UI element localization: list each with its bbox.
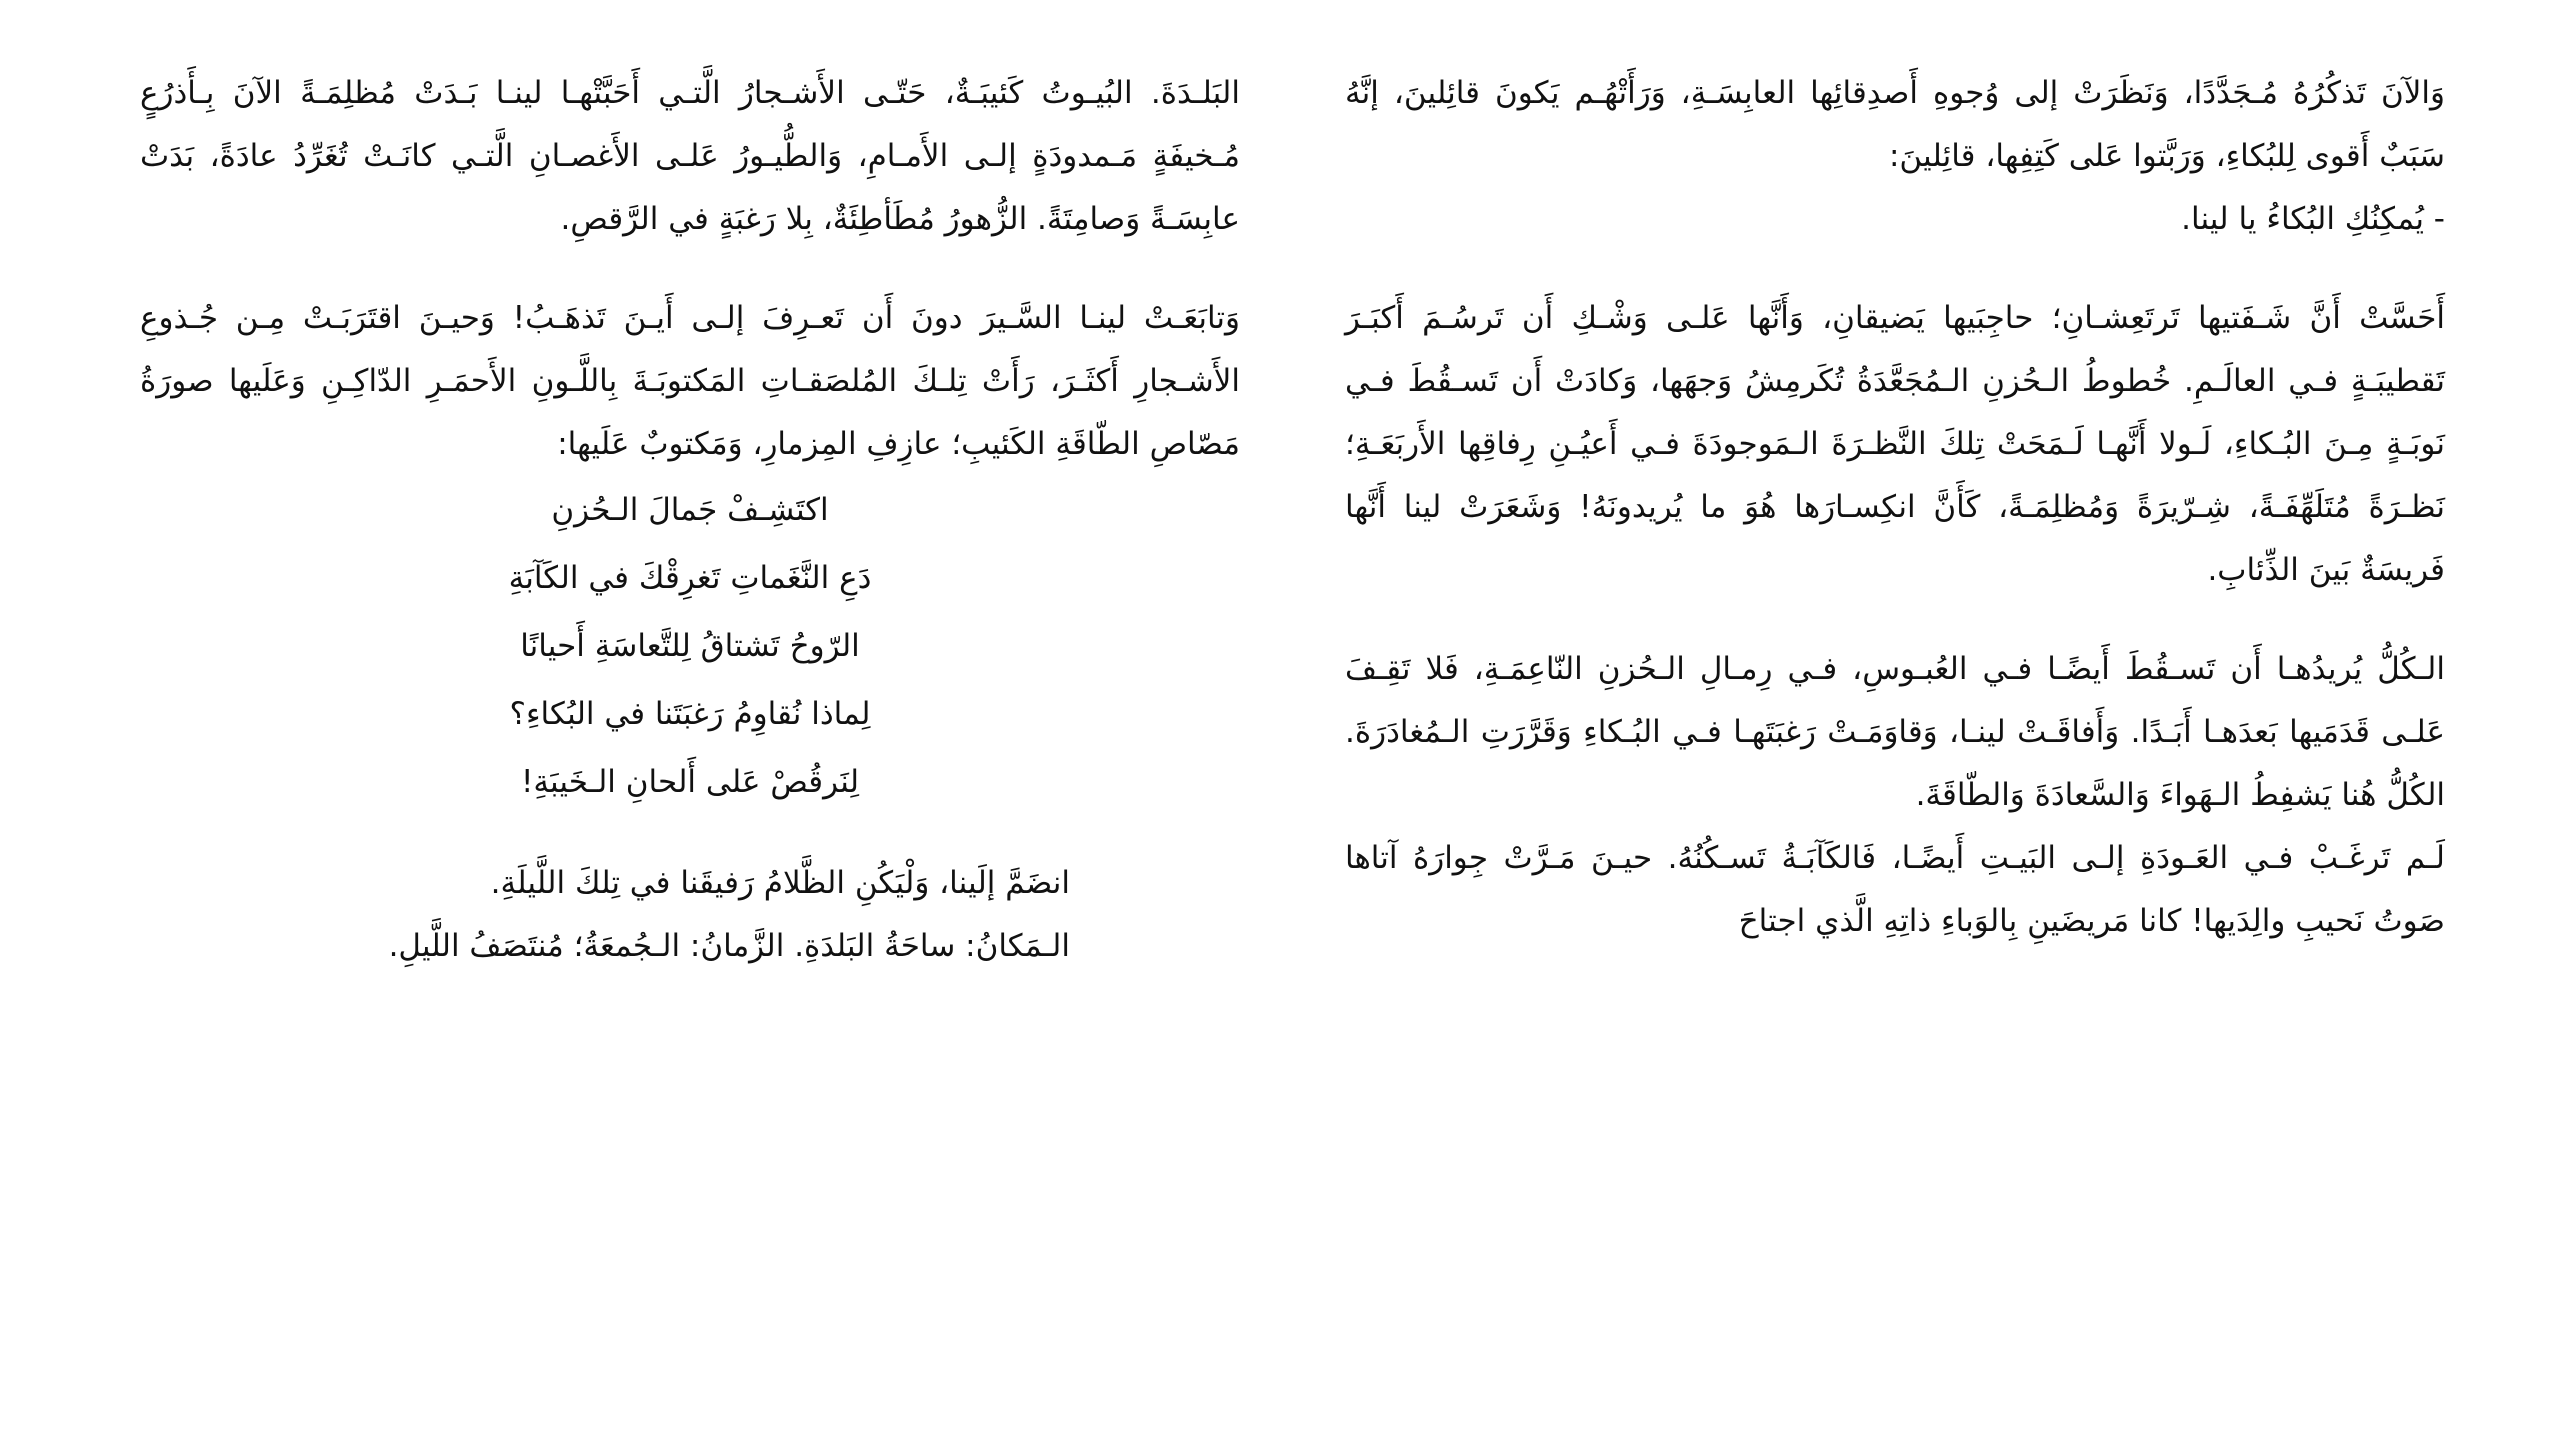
right-paragraph-2: أَحَسَّتْ أَنَّ شَـفَتيها تَرتَعِشـانِ؛ حاجِبَيها يَضيقانِ، وَأَنَّها عَلـى وَشْـكِ أَن تَرسُـمَ أَكبَـرَ تَقطيبَـةٍ فـي العالَـمِ. خُطوطُ الـحُزنِ الـمُجَعَّدَةُ تُكَرمِشُ وَجهَها، وَكادَتْ أَن تَسـقُطَ فـي نَوبَـةٍ مِـنَ البُـكاءِ، لَـولا أَنَّهـا لَـمَحَتْ تِلكَ النَّظـرَةَ الـمَوجودَةَ فـي أَعيُـنِ رِفاقِها الأَربَعَـةِ؛ نَظـرَةً مُتَلَهِّفَـةً، شِـرّيرَةً وَمُظلِمَـةً، كَأَنَّ انكِسـارَها هُوَ ما يُريدونَهُ! وَشَعَرَتْ لينا أَنَّها فَريسَةٌ بَينَ الذِّئابِ. — [1345, 300, 2445, 588]
right-paragraph-4: لَـم تَرغَـبْ فـي العَـودَةِ إلـى البَيـتِ أَيضًـا، فَالكَآبَـةُ تَسـكُنُهُ. حيـنَ مَـرَّتْ جِوارَهُ آتاها صَوتُ نَحيبِ والِدَيها! كانا مَريضَينِ بِالوَباءِ ذاتِهِ الَّذي اجتاحَ — [1345, 840, 2445, 939]
right-paragraph-3: الـكُلُّ يُريدُهـا أَن تَسـقُطَ أَيضًـا فـي العُبـوسِ، فـي رِمـالِ الـحُزنِ النّاعِمَـةِ، فَلا تَقِـفَ عَلـى قَدَمَيها بَعدَهـا أَبَـدًا. وَأَفاقَـتْ لينـا، وَقاوَمَـتْ رَغبَتَهـا فـي البُـكاءِ وَقَرَّرَتِ الـمُغادَرَةَ. الكُلُّ هُنا يَشفِطُ الـهَواءَ وَالسَّعادَةَ وَالطّاقَةَ. — [1345, 651, 2445, 813]
right-page — [1345, 62, 2445, 953]
left-page — [140, 62, 1240, 978]
right-dialogue-line: - يُمكِنُكِ البُكاءُ يا لينا. — [2181, 201, 2445, 237]
poster-poem — [140, 476, 1240, 816]
left-paragraph-2: وَتابَعَـتْ لينـا السَّـيرَ دونَ أَن تَعـرِفَ إلـى أَيـنَ تَذهَـبُ! وَحيـنَ اقتَرَبَـتْ مِـن جُـذوعِ الأَشـجارِ أَكثَـرَ، رَأَتْ تِلـكَ المُلصَقـاتِ المَكتوبَـةَ بِاللَّـونِ الأَحمَـرِ الدّاكِـنِ وَعَلَيها صورَةُ مَصّاصِ الطّاقَةِ الكَئيبِ؛ عازِفِ المِزمارِ، وَمَكتوبٌ عَلَيها: — [140, 300, 1240, 462]
poem-line: الرّوحُ تَشتاقُ لِلتَّعاسَةِ أَحيانًا — [520, 628, 860, 664]
poem-line: اكتَشِـفْ جَمالَ الـحُزنِ — [551, 492, 829, 528]
invitation-line: انضَمَّ إلَينا، وَلْيَكُنِ الظَّلامُ رَفيقَنا في تِلكَ اللَّيلَةِ. — [490, 865, 1070, 901]
right-paragraph-1: وَالآنَ تَذكُرُهُ مُـجَدَّدًا، وَنَظَرَتْ إلى وُجوهِ أَصدِقائِها العابِسَـةِ، وَرَأَتْهُـم يَكونَ قائِلينَ، إنَّهُ سَبَبٌ أَقوى لِلبُكاءِ، وَرَبَّتوا عَلى كَتِفِها، قائِلينَ: — [1345, 75, 2445, 174]
poem-line: لِماذا نُقاوِمُ رَغبَتَنا في البُكاءِ؟ — [509, 696, 871, 732]
left-paragraph-1: البَلـدَةَ. البُيـوتُ كَئيبَـةٌ، حَتّـى الأَشـجارُ الَّتـي أَحَبَّتْهـا لينـا بَـدَتْ مُظلِمَـةً الآنَ بِـأَذرُعٍ مُـخيفَةٍ مَـمدودَةٍ إلـى الأَمـامِ، وَالطُّيـورُ عَلـى الأَغصـانِ الَّتـي كانَـتْ تُغَرِّدُ عادَةً، بَدَتْ عابِسَـةً وَصامِتَةً. الزُّهورُ مُطَأطِئَةٌ، بِلا رَغبَةٍ في الرَّقصِ. — [140, 75, 1240, 237]
poem-line: دَعِ النَّغَماتِ تَغرِقْكَ في الكَآبَةِ — [508, 560, 872, 596]
poem-line: لِنَرقُصْ عَلى أَلحانِ الـخَيبَةِ! — [520, 764, 860, 800]
place-time-line: الـمَكانُ: ساحَةُ البَلدَةِ. الزَّمانُ: الـجُمعَةُ؛ مُنتَصَفُ اللَّيلِ. — [388, 928, 1070, 964]
